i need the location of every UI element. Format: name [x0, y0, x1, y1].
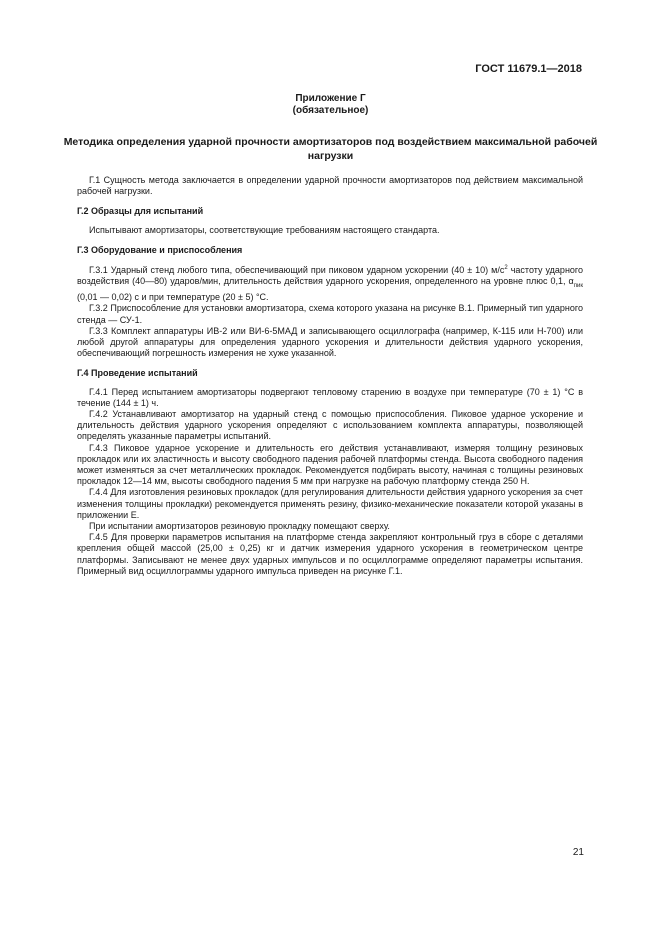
paragraph-g4-6: Г.4.5 Для проверки параметров испытания на платформе стенда закрепляют контрольный груз в сборе с деталями крепления общей массой (25,00 ± 0,25) кг и датчик измерения ударного ускорения в геометрическом центре платформы. Записывают не менее двух ударных импульсов и по осциллограмме определяют параметры испытания. Примерный вид осциллограммы ударного импульса приведен на рисунке Г.1.: [77, 532, 583, 576]
paragraph-g3-1-part-b: частоту ударного воздействия (40—80) ударов/мин, длительность действия ударного ускорения, определенного на уровне плюс 0,1, α: [77, 265, 584, 287]
paragraph-g3-3: Г.3.3 Комплект аппаратуры ИВ-2 или ВИ-6-5МАД и записывающего осциллографа (например, К-115 или Н-700) или любой другой аппаратуры для определения ударного ускорения и длительности действия ударного ускорения, обеспечивающий погрешность измерения не хуже указанной.: [77, 325, 583, 359]
section-heading-g4: Г.4 Проведение испытаний: [77, 368, 198, 379]
page-number: 21: [572, 847, 584, 858]
paragraph-g4-3: Г.4.3 Пиковое ударное ускорение и длительность его действия устанавливают, измеряя толщину резиновых прокладок или их эластичность и высоту свободного падения рабочей платформы стенда. Высота свободного падения может изменяться за счет металлических прокладок. Рекомендуется подбирать высоту, начиная с толщины резиновых прокладок 12—14 мм, высоты свободного падения 5 мм при нагрузке на рабочую платформу стенда 250 Н.: [77, 442, 583, 487]
method-title: Методика определения ударной прочности амортизаторов под воздействием максимальной рабочей нагрузки: [63, 136, 598, 162]
paragraph-g3-1: [77, 263, 583, 303]
section-heading-g3: Г.3 Оборудование и приспособления: [77, 244, 243, 255]
standard-number: ГОСТ 11679.1—2018: [475, 63, 582, 75]
paragraph-g3-1-part-c: (0,01 — 0,02) с и при температуре (20 ± 5) °С.: [77, 292, 269, 303]
appendix-label: Приложение Г: [295, 93, 366, 104]
paragraph-g3-2: Г.3.2 Приспособление для установки амортизатора, схема которого указана на рисунке В.1. Примерный тип ударного стенда — СУ-1.: [77, 303, 583, 325]
paragraph-g4-1: Г.4.1 Перед испытанием амортизаторы подвергают тепловому старению в воздухе при температуре (70 ± 1) °С в течение (144 ± 1) ч.: [77, 386, 583, 408]
appendix-status: (обязательное): [292, 105, 369, 116]
superscript-exponent: 2: [504, 265, 508, 272]
appendix-heading: [0, 93, 661, 117]
section-heading-g2: Г.2 Образцы для испытаний: [77, 206, 204, 217]
paragraph-g1: Г.1 Сущность метода заключается в определении ударной прочности амортизаторов под действием максимальной рабочей нагрузки.: [77, 175, 583, 197]
document-body: [77, 175, 583, 577]
paragraph-g3-1-part-a: Г.3.1 Ударный стенд любого типа, обеспечивающий при пиковом ударном ускорении (40 ± 10) м/с: [89, 265, 505, 276]
paragraph-g4-2: Г.4.2 Устанавливают амортизатор на ударный стенд с помощью приспособления. Пиковое ударное ускорение и длительность действия ударного ускорения определяют с использованием комплекта аппаратуры, позволяющей определять указанные параметры испытаний.: [77, 409, 583, 442]
paragraph-g2-1: Испытывают амортизаторы, соответствующие требованиям настоящего стандарта.: [89, 224, 440, 235]
paragraph-g4-4: Г.4.4 Для изготовления резиновых прокладок (для регулирования длительности действия ударного ускорения за счет изменения толщины прокладки) рекомендуется применять резину, физико-механические показатели которой указаны в приложении Е.: [77, 487, 583, 520]
paragraph-g4-5: При испытании амортизаторов резиновую прокладку помещают сверху.: [89, 521, 390, 532]
subscript-peak: пик: [573, 283, 583, 290]
